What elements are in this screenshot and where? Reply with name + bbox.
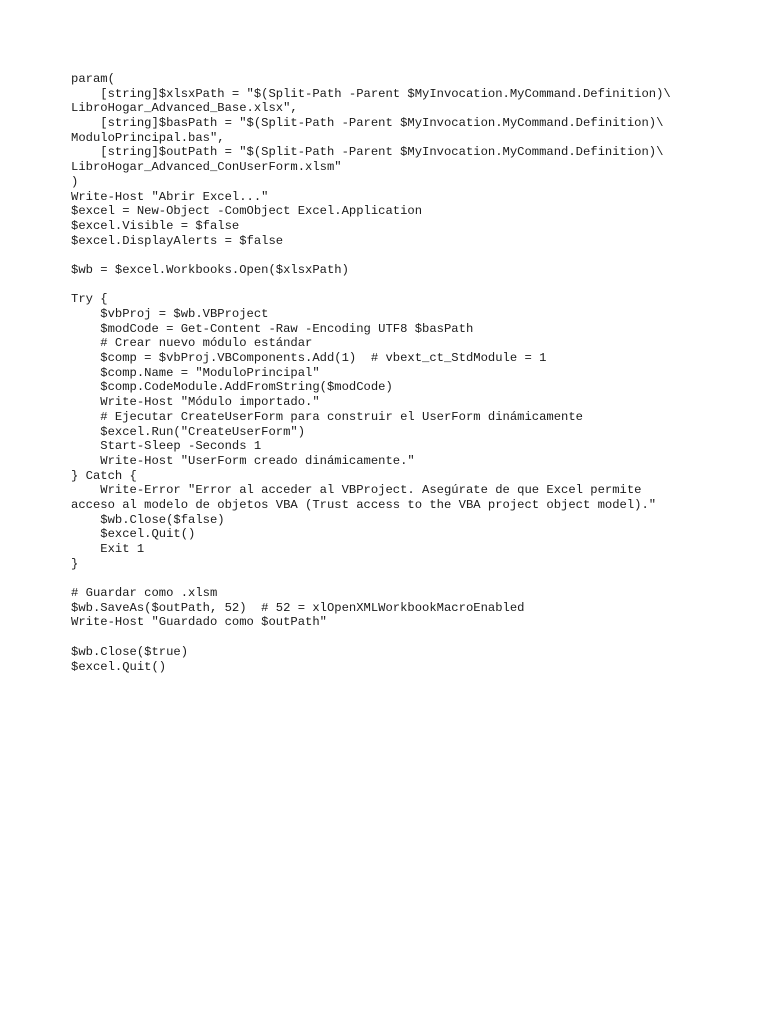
code-line: param(: [71, 72, 115, 86]
code-line: $excel.Run("CreateUserForm"): [71, 424, 306, 439]
code-line: LibroHogar_Advanced_ConUserForm.xlsm": [71, 160, 342, 175]
code-line: acceso al modelo de objetos VBA (Trust access to the VBA project object model).": [71, 497, 657, 512]
code-line: [string]$basPath = "$(Split-Path -Parent $MyInvocation.MyCommand.Definition)\: [71, 116, 664, 131]
code-line: }: [71, 556, 79, 571]
code-line: [string]$outPath = "$(Split-Path -Parent $MyInvocation.MyCommand.Definition)\: [71, 145, 664, 160]
code-line: $wb.Close($false): [71, 512, 225, 527]
code-line: $excel.Quit(): [71, 527, 196, 542]
code-line: Write-Error "Error al acceder al VBProject. Asegúrate de que Excel permite: [71, 483, 642, 498]
code-line: ModuloPrincipal.bas",: [71, 130, 225, 145]
code-line: ): [71, 174, 79, 189]
code-block: [71, 72, 711, 674]
code-line: # Ejecutar CreateUserForm para construir el UserForm dinámicamente: [71, 409, 583, 424]
code-line: Write-Host "Abrir Excel...": [71, 189, 269, 204]
code-line: Write-Host "UserForm creado dinámicamente.": [71, 453, 415, 468]
code-line: Write-Host "Módulo importado.": [71, 395, 320, 410]
code-line: LibroHogar_Advanced_Base.xlsx",: [71, 101, 298, 116]
code-line: # Crear nuevo módulo estándar: [71, 336, 313, 351]
code-line: $modCode = Get-Content -Raw -Encoding UTF8 $basPath: [71, 321, 474, 336]
code-line: Start-Sleep -Seconds 1: [71, 439, 262, 454]
code-line: Exit 1: [71, 542, 145, 556]
code-line: $vbProj = $wb.VBProject: [71, 307, 269, 321]
code-line: $comp.Name = "ModuloPrincipal": [71, 365, 320, 380]
code-line: Write-Host "Guardado como $outPath": [71, 615, 327, 630]
code-line: $excel = New-Object -ComObject Excel.Application: [71, 204, 423, 219]
code-line: $comp = $vbProj.VBComponents.Add(1) # vbext_ct_StdModule = 1: [71, 351, 547, 366]
code-line: $wb.Close($true): [71, 644, 189, 659]
code-line: } Catch {: [71, 468, 137, 483]
code-line: # Guardar como .xlsm: [71, 586, 218, 601]
code-line: [71, 278, 711, 293]
code-line: [71, 630, 711, 645]
code-line: $excel.Quit(): [71, 659, 167, 674]
code-line: $excel.DisplayAlerts = $false: [71, 233, 284, 248]
code-line: [71, 248, 711, 263]
code-line: $wb.SaveAs($outPath, 52) # 52 = xlOpenXMLWorkbookMacroEnabled: [71, 600, 525, 615]
code-line: Try {: [71, 292, 108, 307]
code-line: $comp.CodeModule.AddFromString($modCode): [71, 380, 393, 395]
code-line: [71, 571, 711, 586]
code-line: [string]$xlsxPath = "$(Split-Path -Parent $MyInvocation.MyCommand.Definition)\: [71, 86, 671, 101]
code-line: $wb = $excel.Workbooks.Open($xlsxPath): [71, 262, 349, 277]
code-line: $excel.Visible = $false: [71, 218, 240, 233]
